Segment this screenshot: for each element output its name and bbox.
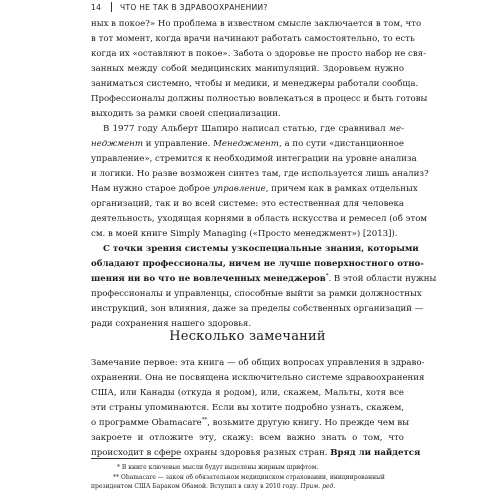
footnotes bbox=[91, 463, 404, 492]
text-line: заниматься системно, чтобы и медики, и менеджеры работали сообща. bbox=[91, 79, 419, 89]
text-run: о программе Obamacare bbox=[91, 418, 202, 428]
paragraph-2 bbox=[91, 122, 429, 242]
italic-run: Прим. ред. bbox=[300, 483, 336, 490]
text-line bbox=[91, 272, 437, 287]
section-heading: Несколько замечаний bbox=[169, 329, 326, 344]
text-line: ради сохранения нашего здоровья. bbox=[91, 319, 252, 329]
italic-run: управление bbox=[212, 184, 266, 194]
running-header bbox=[91, 0, 500, 14]
text-run: и управление. bbox=[142, 139, 214, 149]
header-divider bbox=[111, 2, 112, 12]
bold-run: Вряд ли найдется bbox=[330, 448, 421, 458]
text-run: , возьмите другую книгу. Но прежде чем вы bbox=[207, 418, 410, 428]
text-run: В 1977 году Альберт Шапиро написал статью, где сравнивал bbox=[103, 124, 389, 134]
paragraph-3 bbox=[91, 242, 437, 332]
running-title: ЧТО НЕ ТАК В ЗДРАВООХРАНЕНИИ? bbox=[120, 2, 268, 12]
text-line bbox=[91, 257, 424, 272]
page-number: 14 bbox=[91, 2, 102, 12]
bold-run: С точки зрения системы узкоспециальные знания, которыми bbox=[103, 244, 419, 254]
text-line: см. в моей книге Simply Managing («Просто менеджмент») [2013]). bbox=[91, 229, 398, 239]
text-line: управление», стремится к необходимой интеграции на уровне анализа bbox=[91, 154, 417, 164]
italic-run: неджмент bbox=[91, 139, 143, 149]
bold-run: шения ни во что не вовлеченных менеджеров bbox=[91, 274, 326, 284]
italic-run: Менеджмент bbox=[213, 139, 279, 149]
text-run: Нам нужно старое доброе bbox=[91, 184, 213, 194]
text-line bbox=[91, 242, 419, 257]
text-line: США, или Канады (откуда я родом), или, скажем, Мальты, хотя все bbox=[91, 388, 404, 398]
text-run: . В этой области нужны bbox=[328, 274, 437, 284]
text-line: ных в покое?» Но проблема в известном смысле заключается в том, что bbox=[91, 19, 422, 29]
text-line bbox=[91, 137, 404, 152]
footnote-2-continued bbox=[91, 482, 404, 492]
text-line: эти страны упоминаются. Если вы хотите подробно узнать, скажем, bbox=[91, 403, 404, 413]
text-line bbox=[91, 182, 418, 197]
text-run: , а по сути «дистанционное bbox=[278, 139, 404, 149]
text-line: и логики. Но разве возможен синтез там, где используется лишь анализ? bbox=[91, 169, 429, 179]
main-text bbox=[91, 17, 437, 332]
text-line: занных между собой медицинских манипуляций. Здоровьем нужно bbox=[91, 64, 404, 74]
paragraph-1 bbox=[91, 17, 428, 122]
text-line: инструкций, зон влияния, даже за пределы собственных организаций — bbox=[91, 304, 424, 314]
paragraph-4 bbox=[91, 356, 425, 461]
section-text bbox=[91, 356, 425, 461]
text-line bbox=[91, 122, 404, 137]
text-line: Замечание первое: эта книга — об общих вопросах управления в здраво- bbox=[91, 358, 425, 368]
text-line: Профессионалы должны полностью вовлекаться в процесс и быть готовы bbox=[91, 94, 428, 104]
text-line: организаций, так и во всей системе: это естественная для человека bbox=[91, 199, 404, 209]
bold-run: обладают профессионалы, ничем не лучше поверхностного отно- bbox=[91, 259, 424, 269]
text-line: когда их «оставляют в покое». Забота о здоровье не просто набор не свя- bbox=[91, 49, 427, 59]
text-line: охранении. Она не посвящена исключительно системе здравоохранения bbox=[91, 373, 425, 383]
text-run: , причем как в рамках отдельных bbox=[265, 184, 418, 194]
footnote-marker: ** bbox=[201, 417, 208, 424]
text-line: выходить за рамки своей специализации. bbox=[91, 109, 281, 119]
text-run: президентом США Бараком Обамой. Вступил в силу в 2010 году. bbox=[91, 483, 301, 490]
footnote-2: ** Obamacare — закон об обязательном медицинском страховании, инициированный bbox=[113, 473, 385, 481]
text-line: деятельность, уходящая корнями в область искусства и ремесел (об этом bbox=[91, 214, 428, 224]
text-run: происходит в сфере охраны здоровья разных стран. bbox=[91, 448, 331, 458]
footnote-marker: * bbox=[325, 273, 329, 280]
text-line: профессионалы и управленцы, способные выйти за рамки должностных bbox=[91, 289, 422, 299]
italic-run: ме- bbox=[388, 124, 404, 134]
footnote-divider bbox=[91, 458, 181, 459]
text-line bbox=[91, 416, 410, 431]
text-line: закроете и отложите эту, скажу: всем важно знать о том, что bbox=[91, 433, 404, 443]
footnote-1: * В книге ключевые мысли будут выделены жирным шрифтом. bbox=[117, 464, 319, 471]
text-line: в тот момент, когда врачи начинают работать самостоятельно, то есть bbox=[91, 34, 415, 44]
